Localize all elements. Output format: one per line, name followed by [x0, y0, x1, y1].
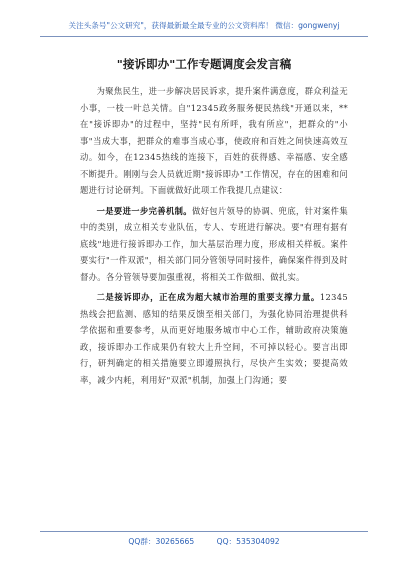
header-divider [40, 36, 368, 37]
point-2-paragraph [80, 289, 348, 388]
document-body [80, 83, 348, 391]
footer-qq-group: QQ群：30265665 [128, 537, 195, 546]
point-2-body: 12345热线会把监测、感知的结果反馈至相关部门，为强化协同治理提供科学依据和重要参考，从而更好地服务城市中心工作，辅助政府决策施政，接诉即办工作成果仍有较大上升空间，不可掉以轻心。要言出即行，研判确定的相关措施要立即遵照执行，尽快产生实效；要提高效率，减少内耗，利用好"双派"机制，加强上门沟通；要 [80, 292, 348, 385]
intro-paragraph: 为聚焦民生，进一步解决居民诉求，提升案件满意度，群众利益无小事，一枝一叶总关情。自"12345政务服务便民热线"开通以来，**在"接诉即办"的过程中，坚持"民有所呼，我有所应"，把群众的"小事"当成大事，把群众的难事当成心事，使政府和百姓之间快速高效互动。如今，在12345热线的连接下，百姓的获得感、幸福感、安全感不断提升。刚刚与会人员就近期"接诉即办"工作情况，存在的困难和问题进行讨论研判。下面就做好此项工作我提几点建议： [80, 86, 348, 195]
point-1-paragraph [80, 203, 348, 286]
document-title: "接诉即办"工作专题调度会发言稿 [116, 57, 292, 71]
point-2-heading: 二是接诉即办，正在成为超大城市治理的重要支撑力量。 [96, 292, 320, 302]
point-1-heading: 一是要进一步完善机制。 [96, 205, 192, 216]
footer-divider [40, 531, 368, 532]
footer-qq: QQ：535304092 [216, 537, 280, 546]
header-banner: 关注头条号"公文研究"，获得最新最全最专业的公文资料库！ 微信：gongwenyj [68, 21, 340, 30]
point-1-body: 做好包片领导的协调、兜底，针对案件集中的类别，成立相关专业队伍，专人、专班进行解决。要"有理有据有底线"地进行接诉即办工作，加大基层治理力度，形成相关样板。案件要实行"一件双派"，相关部门同分管领导同时接件，确保案件得到及时督办。各分管领导要加强重视，将相关工作做细、做扎实。 [80, 205, 348, 282]
footer-contact [0, 536, 408, 547]
